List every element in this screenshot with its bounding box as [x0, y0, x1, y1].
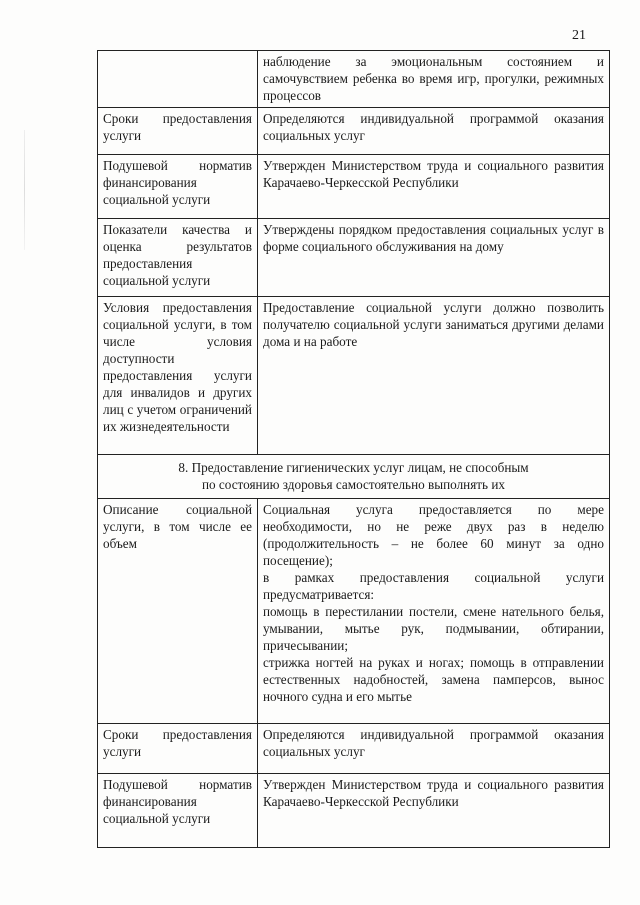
- table-row: [98, 51, 610, 108]
- page-number: 21: [572, 28, 586, 43]
- row-label: Описание социальной услуги, в том числе ее объем: [98, 499, 258, 724]
- row-value: [258, 774, 610, 848]
- paragraph: стрижка ногтей на руках и ногах; помощь в отправлении естественных надобностей, замена памперсов, вынос ночного судна и его мытье: [263, 655, 604, 704]
- table-row: [98, 155, 610, 219]
- row-value: [258, 219, 610, 297]
- paragraph: наблюдение за эмоциональным состоянием и самочувствием ребенка во время игр, прогулки, режимных процессов: [263, 54, 604, 103]
- table-row: [98, 108, 610, 155]
- row-label: Подушевой норматив финансирования социальной услуги: [98, 774, 258, 848]
- scan-artifact: [24, 130, 25, 250]
- services-table: [97, 50, 610, 848]
- table-row: [98, 219, 610, 297]
- section-heading: [98, 455, 610, 499]
- row-value: [258, 724, 610, 774]
- section-heading-line: 8. Предоставление гигиенических услуг лицам, не способным: [178, 460, 529, 475]
- table-row: [98, 297, 610, 455]
- row-value: [258, 155, 610, 219]
- table-row: [98, 499, 610, 724]
- row-label: Подушевой норматив финансирования социальной услуги: [98, 155, 258, 219]
- row-value: [258, 297, 610, 455]
- paragraph: Определяются индивидуальной программой оказания социальных услуг: [263, 111, 604, 143]
- row-value: [258, 499, 610, 724]
- row-label: Показатели качества и оценка результатов предоставления социальной услуги: [98, 219, 258, 297]
- row-label: Сроки предоставления услуги: [98, 724, 258, 774]
- paragraph: в рамках предоставления социальной услуги предусматривается:: [263, 570, 604, 602]
- section-header-row: [98, 455, 610, 499]
- paragraph: Предоставление социальной услуги должно позволить получателю социальной услуги заниматься другими делами дома и на работе: [263, 300, 604, 349]
- table-row: [98, 774, 610, 848]
- paragraph: помощь в перестилании постели, смене нательного белья, умывании, мытье рук, подмывании, обтирании, причесывании;: [263, 604, 604, 653]
- paragraph: Утверждены порядком предоставления социальных услуг в форме социального обслуживания на дому: [263, 222, 604, 254]
- paragraph: Утвержден Министерством труда и социального развития Карачаево-Черкесской Республики: [263, 158, 604, 190]
- row-label: [98, 51, 258, 108]
- row-label: Условия предоставления социальной услуги, в том числе условия доступности предоставления услуги для инвалидов и других лиц с учетом ограничений их жизнедеятельности: [98, 297, 258, 455]
- row-value: [258, 51, 610, 108]
- table-row: [98, 724, 610, 774]
- paragraph: Определяются индивидуальной программой оказания социальных услуг: [263, 727, 604, 759]
- row-label: Сроки предоставления услуги: [98, 108, 258, 155]
- paragraph: Утвержден Министерством труда и социального развития Карачаево-Черкесской Республики: [263, 777, 604, 809]
- paragraph: Социальная услуга предоставляется по мере необходимости, но не реже двух раз в неделю (продолжительность – не более 60 минут за одно посещение);: [263, 502, 604, 568]
- section-heading-line: по состоянию здоровья самостоятельно выполнять их: [201, 477, 506, 492]
- row-value: [258, 108, 610, 155]
